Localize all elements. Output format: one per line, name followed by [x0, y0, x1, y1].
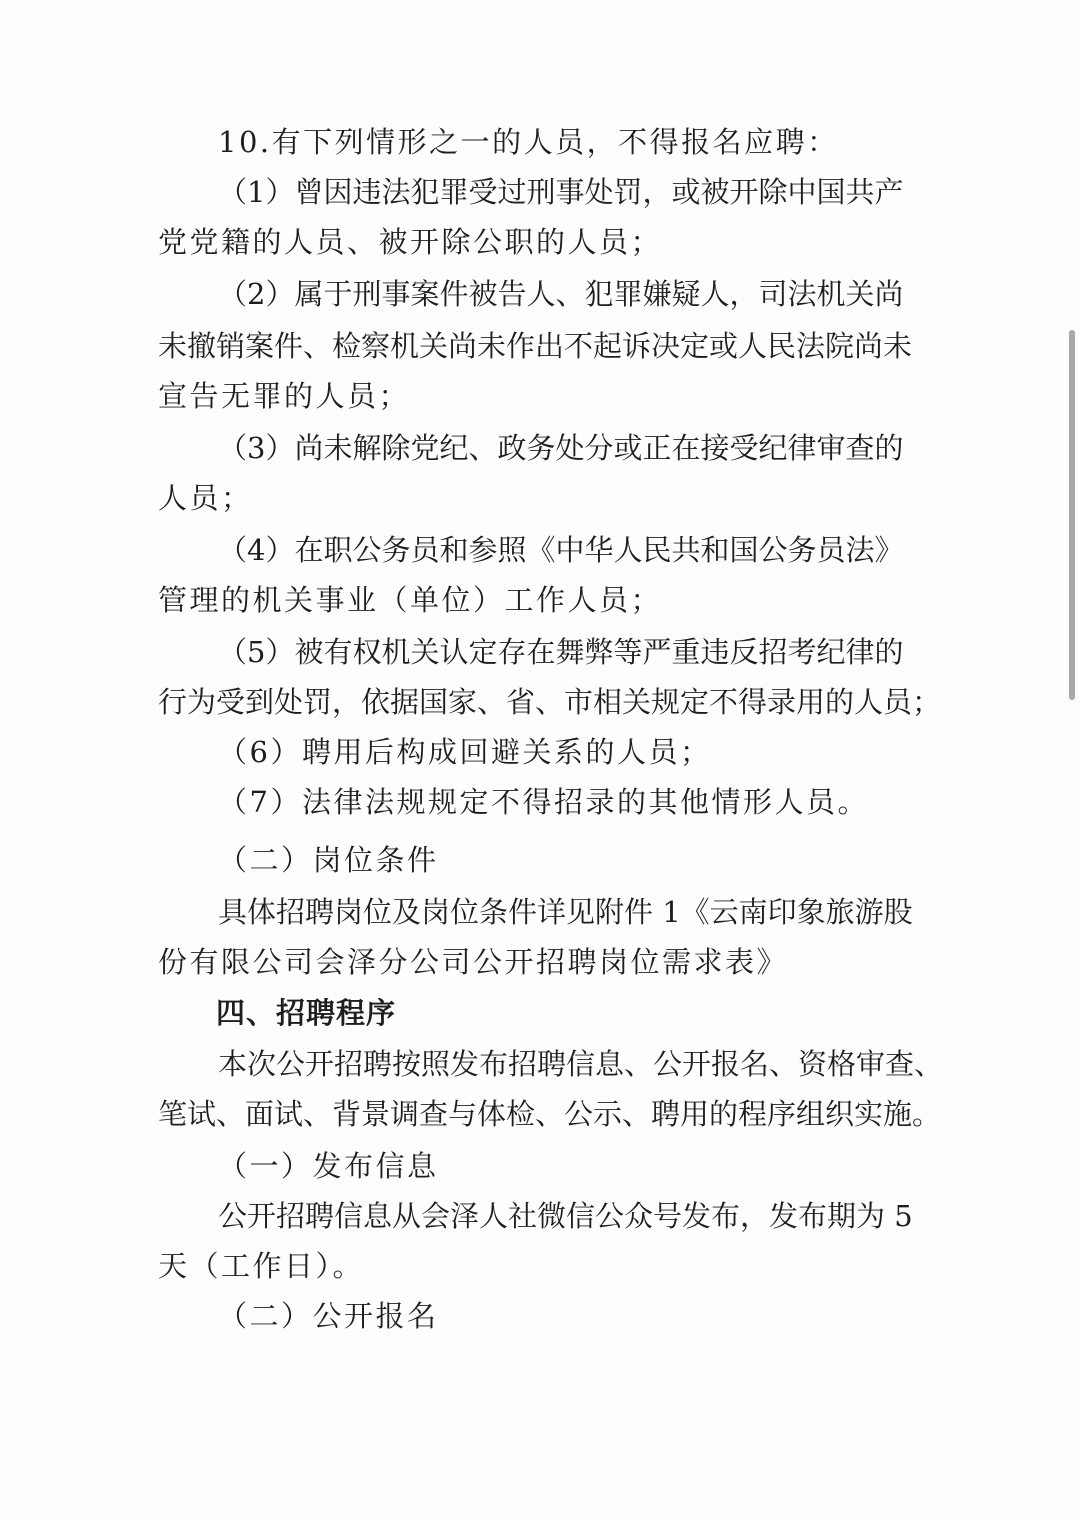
publish-line-1: 公开招聘信息从会泽人社微信公众号发布，发布期为 5 — [218, 1199, 913, 1233]
procedure-line-2: 笔试、面试、背景调查与体检、公示、聘用的程序组织实施。 — [158, 1097, 942, 1131]
subsection-registration-heading: （二）公开报名 — [218, 1299, 439, 1333]
item-3-line-2: 人员； — [158, 481, 253, 515]
procedure-line-1: 本次公开招聘按照发布招聘信息、公开报名、资格审查、 — [218, 1047, 944, 1081]
subsection-publish-heading: （一）发布信息 — [218, 1149, 439, 1183]
publish-line-2: 天（工作日）。 — [158, 1249, 365, 1283]
item-2-line-3: 宣告无罪的人员； — [158, 379, 411, 413]
section-four-heading: 四、招聘程序 — [216, 996, 397, 1030]
item-1-line-1: （1）曾因违法犯罪受过刑事处罚，或被开除中国共产 — [218, 175, 904, 209]
item-1-line-2: 党党籍的人员、被开除公职的人员； — [158, 225, 663, 259]
clause-10-intro: 10.有下列情形之一的人员，不得报名应聘： — [218, 125, 839, 159]
scrollbar-thumb[interactable] — [1069, 330, 1075, 700]
item-3-line-1: （3）尚未解除党纪、政务处分或正在接受纪律审查的 — [218, 431, 904, 465]
item-7: （7）法律法规规定不得招录的其他情形人员。 — [218, 785, 869, 819]
section-2-heading: （二）岗位条件 — [218, 843, 439, 877]
item-4-line-2: 管理的机关事业（单位）工作人员； — [158, 583, 663, 617]
item-5-line-1: （5）被有权机关认定存在舞弊等严重违反招考纪律的 — [218, 635, 904, 669]
item-2-line-1: （2）属于刑事案件被告人、犯罪嫌疑人，司法机关尚 — [218, 277, 904, 311]
item-4-line-1: （4）在职公务员和参照《中华人民共和国公务员法》 — [218, 533, 904, 567]
positions-line-1: 具体招聘岗位及岗位条件详见附件 1《云南印象旅游股 — [218, 895, 913, 929]
positions-line-2: 份有限公司会泽分公司公开招聘岗位需求表》 — [158, 945, 789, 979]
item-2-line-2: 未撤销案件、检察机关尚未作出不起诉决定或人民法院尚未 — [158, 329, 913, 363]
item-5-line-2: 行为受到处罚，依据国家、省、市相关规定不得录用的人员； — [158, 685, 942, 719]
item-6: （6）聘用后构成回避关系的人员； — [218, 735, 712, 769]
